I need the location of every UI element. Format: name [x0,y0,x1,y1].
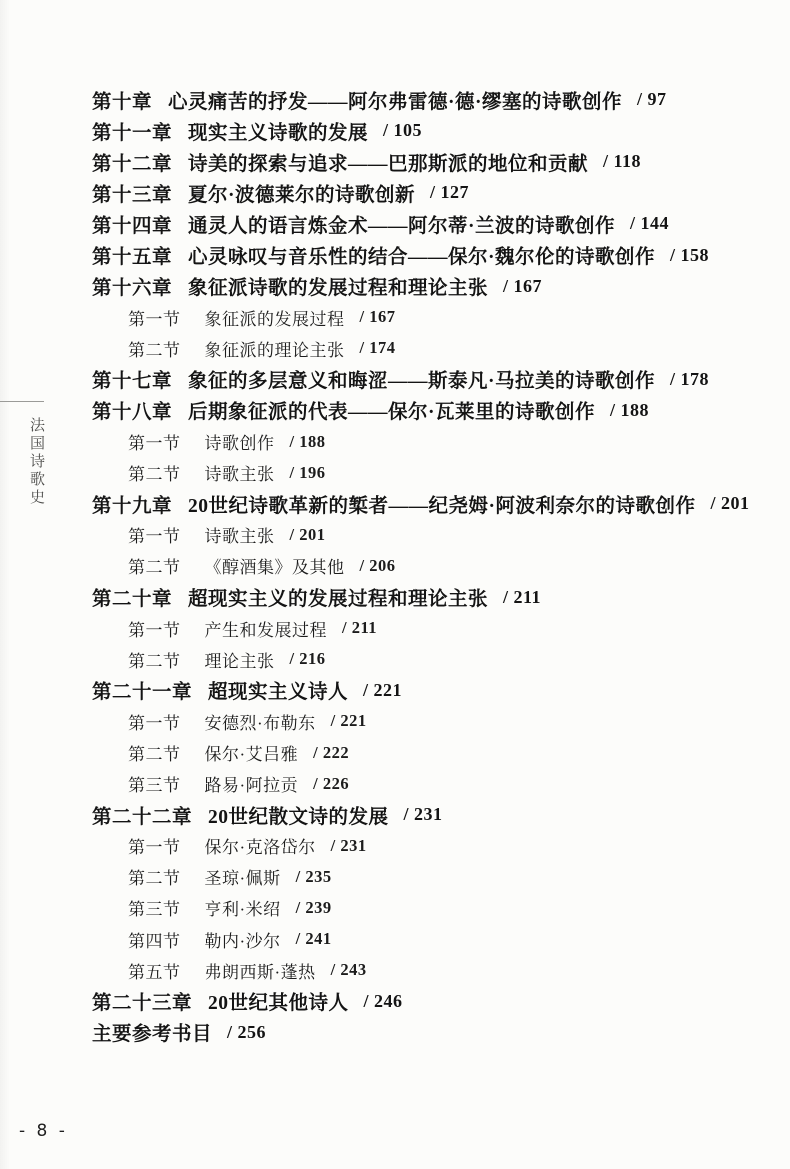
toc-entry-title: 产生和发展过程 [204,620,327,640]
toc-entry-number: 第十章 [92,91,153,113]
toc-entry-number: 第一节 [128,620,181,640]
toc-entry-page-number: / 211 [342,618,378,638]
page-number: - 8 - [19,1121,68,1141]
toc-entry-title: 理论主张 [204,651,275,671]
toc-entry [92,986,760,1017]
toc-entry-title: 保尔·克洛岱尔 [204,838,316,858]
toc-entry [92,644,760,675]
toc-entry-title: 圣琼·佩斯 [204,869,281,889]
toc-entry-title: 诗歌主张 [204,465,275,485]
toc-entry-title: 20世纪诗歌革新的椠者——纪尧姆·阿波利奈尔的诗歌创作 [188,495,696,517]
toc-entry [92,582,760,613]
toc-entry-page-number: / 201 [710,493,750,514]
toc-entry-number: 第十二章 [92,153,173,175]
toc-entry [92,426,760,457]
toc-entry [92,115,760,146]
toc-entry [92,271,760,302]
toc-entry-title: 主要参考书目 [92,1024,213,1046]
toc-entry-title: 象征的多层意义和晦涩——斯泰凡·马拉美的诗歌创作 [188,371,656,393]
toc-entry [92,955,760,986]
toc-entry [92,830,760,861]
toc-entry-page-number: / 158 [670,244,710,265]
toc-entry-title: 超现实主义的发展过程和理论主张 [188,589,489,611]
toc-entry-number: 第二节 [128,745,181,765]
toc-entry-title: 心灵咏叹与音乐性的结合——保尔·魏尔伦的诗歌创作 [188,247,656,269]
toc-entry-page-number: / 144 [630,213,670,234]
toc-entry-title: 诗美的探索与追求——巴那斯派的地位和贡献 [188,153,589,175]
toc-entry [92,84,760,115]
toc-entry-title: 20世纪散文诗的发展 [208,806,389,828]
toc-entry [92,239,760,270]
toc-entry-title: 安德烈·布勒东 [204,713,316,733]
toc-entry-number: 第十四章 [92,215,173,237]
toc-entry-title: 现实主义诗歌的发展 [188,122,369,144]
toc-entry-number: 第二节 [128,869,181,889]
toc-entry-page-number: / 118 [603,151,642,172]
toc-entry-title: 弗朗西斯·蓬热 [204,962,316,982]
toc-entry-title: 亨利·米绍 [204,900,281,920]
toc-entry-title: 诗歌创作 [204,434,275,454]
toc-entry-number: 第三节 [128,900,181,920]
toc-entry-page-number: / 188 [610,399,650,420]
toc-entry-title: 象征派诗歌的发展过程和理论主张 [188,278,489,300]
toc-entry [92,1017,760,1048]
toc-entry-number: 第二节 [128,651,181,671]
toc-entry-number: 第四节 [128,931,181,951]
toc-entry-page-number: / 221 [330,711,367,731]
toc-entry-page-number: / 167 [503,275,543,296]
toc-entry-title: 路易·阿拉贡 [204,776,299,796]
toc-entry-title: 通灵人的语言炼金术——阿尔蒂·兰波的诗歌创作 [188,215,616,237]
toc-entry-page-number: / 235 [295,866,332,886]
toc-entry-number: 第二十一章 [92,682,193,704]
toc-entry [92,613,760,644]
toc-entry-title: 超现实主义诗人 [208,682,349,704]
toc-entry-number: 第一节 [128,527,181,547]
toc-entry-number: 第二节 [128,465,181,485]
toc-entry [92,892,760,923]
margin-divider-line [0,401,44,402]
toc-entry-number: 第二十章 [92,589,173,611]
toc-entry-number: 第一节 [128,434,181,454]
toc-entry-page-number: / 221 [363,679,403,700]
toc-entry [92,768,760,799]
toc-entry-number: 第二十三章 [92,993,193,1015]
toc-entry-title: 20世纪其他诗人 [208,993,349,1015]
toc-entry-title: 心灵痛苦的抒发——阿尔弗雷德·德·缪塞的诗歌创作 [168,91,623,113]
toc-entry-page-number: / 246 [363,990,403,1011]
toc-entry [92,550,760,581]
toc-entry-page-number: / 216 [289,649,326,669]
toc-entry [92,675,760,706]
toc-entry [92,861,760,892]
toc-entry-title: 夏尔·波德莱尔的诗歌创新 [188,184,416,206]
toc-entry-page-number: / 231 [330,835,367,855]
book-side-title: 法国诗歌史 [28,417,44,507]
table-of-contents [92,84,760,1048]
toc-entry-page-number: / 174 [359,338,396,358]
toc-entry [92,519,760,550]
toc-entry-page-number: / 206 [359,555,396,575]
toc-entry [92,737,760,768]
toc-entry [92,799,760,830]
toc-entry-title: 保尔·艾吕雅 [204,745,299,765]
toc-entry-page-number: / 97 [637,89,667,110]
toc-entry-page-number: / 167 [359,307,396,327]
toc-entry-page-number: / 178 [670,368,710,389]
toc-entry-page-number: / 241 [295,929,332,949]
toc-entry-number: 第十九章 [92,495,173,517]
toc-entry-number: 第一节 [128,713,181,733]
toc-entry [92,924,760,955]
toc-entry-page-number: / 196 [289,462,326,482]
toc-entry [92,208,760,239]
toc-entry-page-number: / 256 [227,1021,267,1042]
toc-entry [92,457,760,488]
toc-entry [92,333,760,364]
toc-entry-number: 第十五章 [92,247,173,269]
toc-entry-number: 第三节 [128,776,181,796]
toc-entry-number: 第一节 [128,309,181,329]
toc-entry-page-number: / 127 [430,182,470,203]
toc-entry-page-number: / 231 [403,804,443,825]
toc-entry-number: 第十三章 [92,184,173,206]
toc-entry-title: 象征派的发展过程 [204,309,345,329]
toc-entry-number: 第十八章 [92,402,173,424]
toc-entry [92,706,760,737]
toc-entry-page-number: / 211 [503,586,542,607]
toc-entry [92,146,760,177]
toc-entry [92,488,760,519]
toc-entry-page-number: / 105 [383,120,423,141]
toc-entry-page-number: / 243 [330,960,367,980]
toc-entry-title: 勒内·沙尔 [204,931,281,951]
toc-entry-page-number: / 188 [289,431,326,451]
toc-entry [92,364,760,395]
toc-entry-page-number: / 226 [313,773,350,793]
toc-entry-number: 第二节 [128,340,181,360]
toc-entry [92,395,760,426]
toc-entry-title: 后期象征派的代表——保尔·瓦莱里的诗歌创作 [188,402,596,424]
toc-entry-number: 第十七章 [92,371,173,393]
toc-entry-number: 第二节 [128,558,181,578]
toc-entry-page-number: / 239 [295,897,332,917]
toc-entry-title: 象征派的理论主张 [204,340,345,360]
toc-entry-page-number: / 201 [289,524,326,544]
toc-entry-number: 第五节 [128,962,181,982]
toc-entry-title: 《醇酒集》及其他 [204,558,345,578]
toc-entry-number: 第十六章 [92,278,173,300]
toc-entry-page-number: / 222 [313,742,350,762]
toc-entry-number: 第十一章 [92,122,173,144]
toc-entry-number: 第二十二章 [92,806,193,828]
toc-entry [92,177,760,208]
toc-entry [92,302,760,333]
toc-entry-number: 第一节 [128,838,181,858]
toc-entry-title: 诗歌主张 [204,527,275,547]
